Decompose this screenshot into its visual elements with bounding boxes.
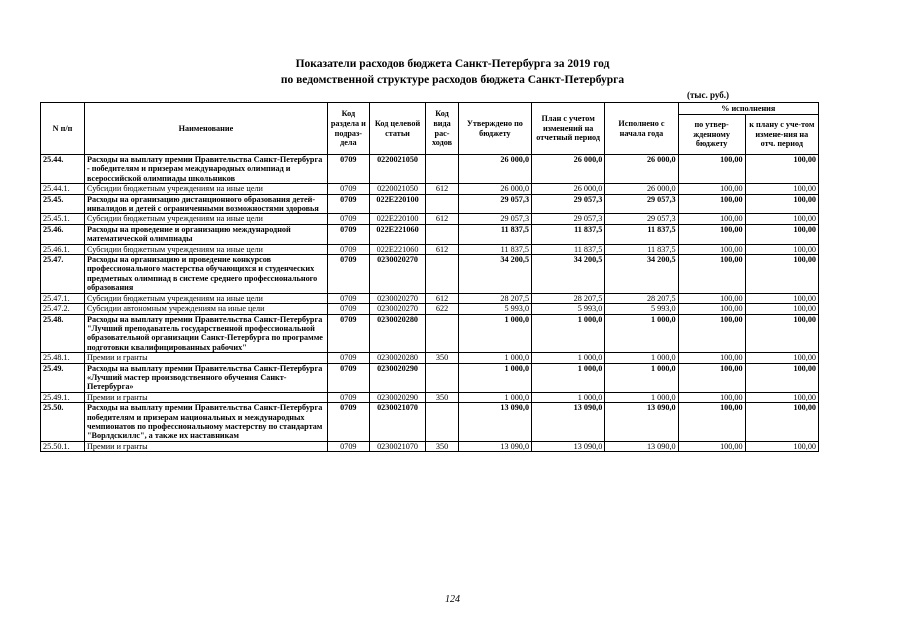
row-pct-plan: 100,00 [745, 363, 818, 392]
row-target-code: 0230020270 [369, 255, 426, 294]
header-percent-group: % исполнения [678, 103, 818, 115]
row-executed: 11 837,5 [605, 244, 678, 254]
row-executed: 34 200,5 [605, 255, 678, 294]
row-kind-code: 350 [426, 353, 458, 363]
row-section-code: 0709 [327, 363, 369, 392]
row-plan: 1 000,0 [532, 353, 605, 363]
row-name: Расходы на выплату премии Правительства Санкт-Петербурга - победителям и призерам международных олимпиад и всероссийской олимпиады школьников [84, 155, 327, 184]
row-approved: 11 837,5 [458, 244, 531, 254]
row-pct-plan: 100,00 [745, 155, 818, 184]
row-number: 25.45.1. [41, 214, 85, 224]
row-section-code: 0709 [327, 293, 369, 303]
row-executed: 26 000,0 [605, 155, 678, 184]
row-name: Субсидии автономным учреждениям на иные цели [84, 304, 327, 314]
row-kind-code [426, 403, 458, 442]
row-executed: 5 993,0 [605, 304, 678, 314]
row-approved: 13 090,0 [458, 403, 531, 442]
row-pct-approved: 100,00 [678, 255, 745, 294]
row-pct-plan: 100,00 [745, 224, 818, 244]
row-plan: 26 000,0 [532, 155, 605, 184]
row-approved: 29 057,3 [458, 194, 531, 214]
row-number: 25.49.1. [41, 392, 85, 402]
document-subtitle: по ведомственной структуре расходов бюджета Санкт-Петербурга [280, 74, 625, 86]
row-pct-approved: 100,00 [678, 353, 745, 363]
row-section-code: 0709 [327, 224, 369, 244]
row-pct-plan: 100,00 [745, 353, 818, 363]
row-name: Субсидии бюджетным учреждениям на иные цели [84, 184, 327, 194]
row-kind-code [426, 194, 458, 214]
row-executed: 29 057,3 [605, 194, 678, 214]
row-pct-approved: 100,00 [678, 293, 745, 303]
row-kind-code: 612 [426, 214, 458, 224]
header-num: N п/п [41, 103, 85, 155]
row-approved: 29 057,3 [458, 214, 531, 224]
row-approved: 34 200,5 [458, 255, 531, 294]
row-number: 25.48.1. [41, 353, 85, 363]
row-kind-code [426, 255, 458, 294]
row-plan: 29 057,3 [532, 214, 605, 224]
row-plan: 1 000,0 [532, 363, 605, 392]
row-name: Расходы на выплату премии Правительства Санкт-Петербурга "Лучший преподаватель государственной профессиональной образовательной организации Санкт-Петербурга по программе подготовки квалифицированных рабочих" [84, 314, 327, 353]
row-target-code: 0220021050 [369, 184, 426, 194]
document-title: Показатели расходов бюджета Санкт-Петербурга за 2019 год [295, 58, 610, 70]
row-target-code: 0230020290 [369, 392, 426, 402]
row-pct-plan: 100,00 [745, 441, 818, 451]
row-section-code: 0709 [327, 214, 369, 224]
row-plan: 5 993,0 [532, 304, 605, 314]
header-kind-code: Код вида рас-ходов [426, 103, 458, 155]
row-plan: 11 837,5 [532, 224, 605, 244]
row-target-code: 022E220100 [369, 194, 426, 214]
budget-table [40, 102, 819, 452]
row-target-code: 0230020290 [369, 363, 426, 392]
table-row [41, 314, 819, 353]
row-number: 25.46.1. [41, 244, 85, 254]
row-section-code: 0709 [327, 244, 369, 254]
row-number: 25.45. [41, 194, 85, 214]
row-target-code: 0230020270 [369, 293, 426, 303]
row-kind-code: 622 [426, 304, 458, 314]
row-executed: 11 837,5 [605, 224, 678, 244]
header-approved: Утверждено по бюджету [458, 103, 531, 155]
row-approved: 13 090,0 [458, 441, 531, 451]
row-plan: 34 200,5 [532, 255, 605, 294]
row-pct-plan: 100,00 [745, 194, 818, 214]
row-kind-code [426, 155, 458, 184]
row-executed: 28 207,5 [605, 293, 678, 303]
row-name: Расходы на организацию дистанционного образования детей-инвалидов и детей с ограниченными возможностями здоровья [84, 194, 327, 214]
row-approved: 1 000,0 [458, 314, 531, 353]
row-plan: 13 090,0 [532, 441, 605, 451]
header-name: Наименование [84, 103, 327, 155]
row-executed: 13 090,0 [605, 441, 678, 451]
row-target-code: 0220021050 [369, 155, 426, 184]
row-pct-plan: 100,00 [745, 314, 818, 353]
header-target-code: Код целевой статьи [369, 103, 426, 155]
row-executed: 1 000,0 [605, 353, 678, 363]
row-target-code: 0230020280 [369, 353, 426, 363]
row-kind-code: 612 [426, 184, 458, 194]
row-pct-approved: 100,00 [678, 184, 745, 194]
row-name: Субсидии бюджетным учреждениям на иные цели [84, 214, 327, 224]
row-name: Премии и гранты [84, 353, 327, 363]
header-pct-approved: по утвер-жденному бюджету [678, 115, 745, 155]
row-target-code: 0230020270 [369, 304, 426, 314]
row-number: 25.44. [41, 155, 85, 184]
row-plan: 13 090,0 [532, 403, 605, 442]
row-pct-approved: 100,00 [678, 244, 745, 254]
row-pct-plan: 100,00 [745, 403, 818, 442]
row-name: Субсидии бюджетным учреждениям на иные цели [84, 293, 327, 303]
row-approved: 1 000,0 [458, 392, 531, 402]
row-pct-approved: 100,00 [678, 441, 745, 451]
row-number: 25.46. [41, 224, 85, 244]
table-row [41, 293, 819, 303]
table-row [41, 304, 819, 314]
row-pct-plan: 100,00 [745, 244, 818, 254]
row-name: Премии и гранты [84, 392, 327, 402]
row-section-code: 0709 [327, 194, 369, 214]
row-name: Расходы на проведение и организацию международной математической олимпиады [84, 224, 327, 244]
row-name: Субсидии бюджетным учреждениям на иные цели [84, 244, 327, 254]
row-approved: 1 000,0 [458, 363, 531, 392]
row-approved: 11 837,5 [458, 224, 531, 244]
row-number: 25.47.2. [41, 304, 85, 314]
row-kind-code [426, 363, 458, 392]
row-approved: 26 000,0 [458, 184, 531, 194]
row-kind-code [426, 314, 458, 353]
row-pct-approved: 100,00 [678, 194, 745, 214]
header-plan: План с учетом изменений на отчетный период [532, 103, 605, 155]
table-row [41, 441, 819, 451]
table-row [41, 255, 819, 294]
table-row [41, 363, 819, 392]
table-row [41, 244, 819, 254]
row-approved: 26 000,0 [458, 155, 531, 184]
header-pct-plan: к плану с уче-том измене-ния на отч. период [745, 115, 818, 155]
row-pct-approved: 100,00 [678, 363, 745, 392]
row-name: Расходы на выплату премии Правительства Санкт-Петербурга победителям и призерам национальных и международных чемпионатов по профессиональному мастерству по стандартам "Ворлдскиллс", а также их наставникам [84, 403, 327, 442]
row-kind-code: 350 [426, 441, 458, 451]
row-pct-approved: 100,00 [678, 392, 745, 402]
row-number: 25.48. [41, 314, 85, 353]
row-target-code: 0230021070 [369, 403, 426, 442]
row-pct-approved: 100,00 [678, 304, 745, 314]
row-section-code: 0709 [327, 184, 369, 194]
table-row [41, 403, 819, 442]
row-section-code: 0709 [327, 314, 369, 353]
row-name: Премии и гранты [84, 441, 327, 451]
row-executed: 29 057,3 [605, 214, 678, 224]
row-executed: 26 000,0 [605, 184, 678, 194]
row-number: 25.44.1. [41, 184, 85, 194]
row-number: 25.50. [41, 403, 85, 442]
row-section-code: 0709 [327, 403, 369, 442]
row-approved: 5 993,0 [458, 304, 531, 314]
row-kind-code: 612 [426, 293, 458, 303]
row-approved: 1 000,0 [458, 353, 531, 363]
row-kind-code: 350 [426, 392, 458, 402]
page-number: 124 [445, 594, 460, 605]
row-pct-plan: 100,00 [745, 255, 818, 294]
row-plan: 1 000,0 [532, 392, 605, 402]
row-section-code: 0709 [327, 255, 369, 294]
row-pct-approved: 100,00 [678, 155, 745, 184]
header-executed: Исполнено с начала года [605, 103, 678, 155]
row-name: Расходы на организацию и проведение конкурсов профессионального мастерства обучающихся и студенческих предметных олимпиад в системе среднего профессионального образования [84, 255, 327, 294]
row-kind-code: 612 [426, 244, 458, 254]
row-executed: 1 000,0 [605, 392, 678, 402]
row-target-code: 022E220100 [369, 214, 426, 224]
row-target-code: 022E221060 [369, 244, 426, 254]
row-kind-code [426, 224, 458, 244]
row-pct-plan: 100,00 [745, 293, 818, 303]
row-plan: 1 000,0 [532, 314, 605, 353]
row-section-code: 0709 [327, 304, 369, 314]
header-section-code: Код раздела и подраз-дела [327, 103, 369, 155]
row-pct-approved: 100,00 [678, 314, 745, 353]
row-pct-plan: 100,00 [745, 304, 818, 314]
row-pct-approved: 100,00 [678, 214, 745, 224]
row-section-code: 0709 [327, 353, 369, 363]
row-pct-plan: 100,00 [745, 392, 818, 402]
row-executed: 1 000,0 [605, 363, 678, 392]
row-executed: 13 090,0 [605, 403, 678, 442]
row-name: Расходы на выплату премии Правительства Санкт-Петербурга «Лучший мастер производственного обучения Санкт-Петербурга» [84, 363, 327, 392]
row-plan: 29 057,3 [532, 194, 605, 214]
units-label: (тыс. руб.) [687, 90, 729, 100]
row-number: 25.49. [41, 363, 85, 392]
row-plan: 11 837,5 [532, 244, 605, 254]
row-target-code: 0230020280 [369, 314, 426, 353]
table-row [41, 224, 819, 244]
table-row [41, 392, 819, 402]
row-executed: 1 000,0 [605, 314, 678, 353]
row-target-code: 022E221060 [369, 224, 426, 244]
table-row [41, 184, 819, 194]
row-section-code: 0709 [327, 155, 369, 184]
row-pct-approved: 100,00 [678, 224, 745, 244]
row-plan: 26 000,0 [532, 184, 605, 194]
table-row [41, 194, 819, 214]
table-row [41, 353, 819, 363]
row-section-code: 0709 [327, 441, 369, 451]
row-approved: 28 207,5 [458, 293, 531, 303]
row-number: 25.50.1. [41, 441, 85, 451]
row-target-code: 0230021070 [369, 441, 426, 451]
row-pct-approved: 100,00 [678, 403, 745, 442]
table-row [41, 214, 819, 224]
row-pct-plan: 100,00 [745, 184, 818, 194]
table-row [41, 155, 819, 184]
row-plan: 28 207,5 [532, 293, 605, 303]
row-number: 25.47. [41, 255, 85, 294]
row-number: 25.47.1. [41, 293, 85, 303]
row-pct-plan: 100,00 [745, 214, 818, 224]
row-section-code: 0709 [327, 392, 369, 402]
